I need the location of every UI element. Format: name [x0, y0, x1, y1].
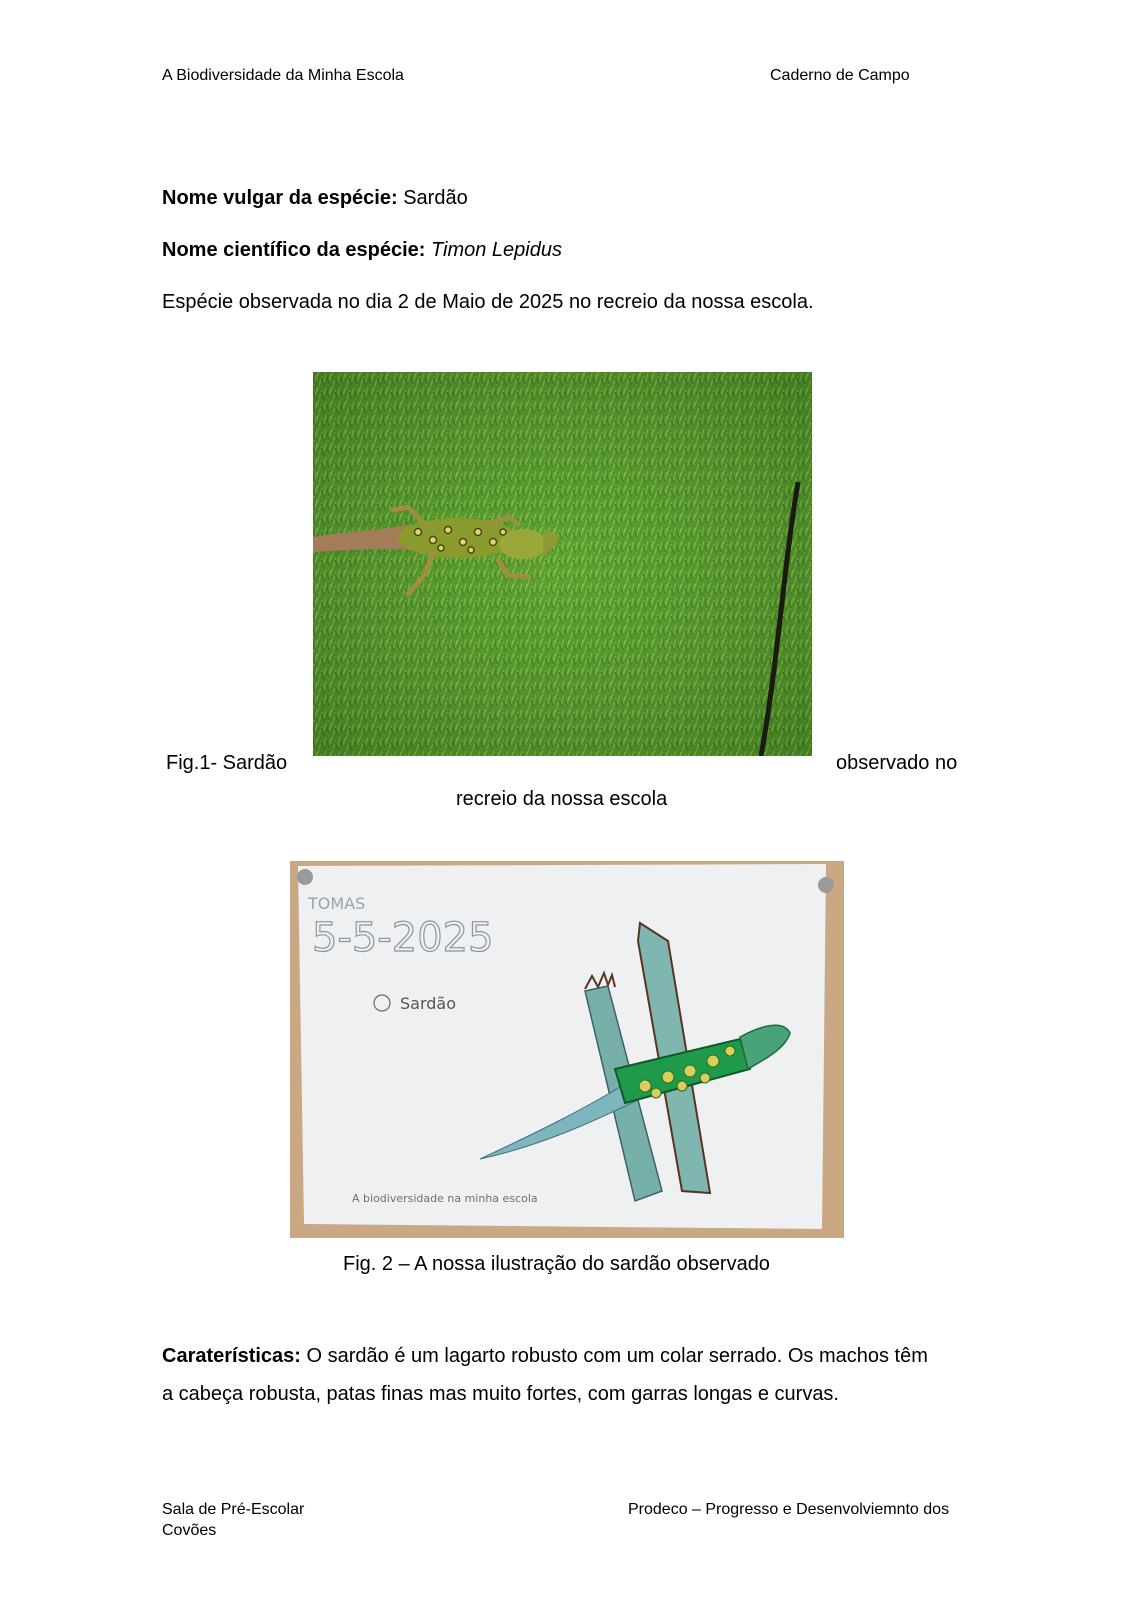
footer-left [162, 1499, 304, 1541]
common-name-line [162, 187, 468, 210]
header-left: A Biodiversidade da Minha Escola [162, 67, 404, 84]
footer-left-line1: Sala de Pré-Escolar [162, 1501, 305, 1518]
header-right: Caderno de Campo [770, 67, 910, 84]
scientific-name-value: Timon Lepidus [430, 239, 562, 261]
figure1-caption-line2: recreio da nossa escola [456, 788, 668, 810]
lizard-photo [313, 372, 812, 756]
common-name-label: Nome vulgar da espécie: [162, 187, 398, 209]
characteristics-text-2: a cabeça robusta, patas finas mas muito fortes, com garras longas e curvas. [162, 1383, 839, 1405]
characteristics-label: Caraterísticas: [162, 1345, 301, 1367]
figure1-caption-left: Fig.1- Sardão [166, 752, 288, 774]
figure1-caption-right: observado no [836, 752, 958, 774]
drawing-date: 5-5-2025 [312, 915, 494, 961]
drawing-label: Sardão [400, 994, 457, 1013]
drawing-footer: A biodiversidade na minha escola [352, 1192, 538, 1205]
lizard-drawing [290, 861, 844, 1238]
drawing-name: TOMAS [308, 894, 366, 913]
figure2-caption: Fig. 2 – A nossa ilustração do sardão observado [343, 1253, 770, 1275]
scientific-name-label: Nome científico da espécie: [162, 239, 426, 261]
observation-text: Espécie observada no dia 2 de Maio de 2025 no recreio da nossa escola. [162, 291, 814, 313]
pin-icon [297, 869, 313, 885]
characteristics-text-1: O sardão é um lagarto robusto com um colar serrado. Os machos têm [306, 1345, 928, 1367]
characteristics-line1 [162, 1345, 928, 1368]
footer-right: Prodeco – Progresso e Desenvolviemnto dos [628, 1501, 950, 1518]
pin-icon [818, 877, 834, 893]
footer-left-line2: Covões [162, 1522, 217, 1539]
scientific-name-line [162, 239, 562, 262]
common-name-value: Sardão [403, 187, 468, 209]
